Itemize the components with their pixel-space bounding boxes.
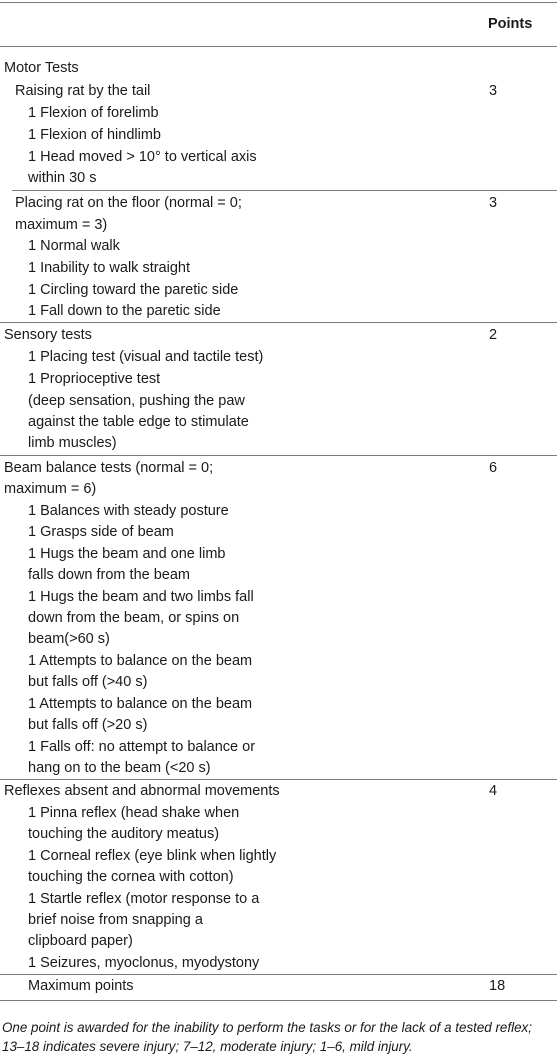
points-reflexes: 4 (489, 783, 498, 799)
top-rule (0, 2, 557, 3)
list-item: 1 Placing test (visual and tactile test) (28, 349, 264, 365)
bottom-rule (0, 1000, 557, 1001)
list-item: 1 Head moved > 10° to vertical axis (28, 149, 257, 165)
list-item-continued: down from the beam, or spins on (28, 610, 240, 626)
section-title-beam-balance-continued: maximum = 6) (4, 481, 97, 497)
section-title-reflexes: Reflexes absent and abnormal movements (4, 783, 280, 799)
list-item-continued: touching the cornea with cotton) (28, 869, 234, 885)
list-item: 1 Circling toward the paretic side (28, 282, 239, 298)
list-item: 1 Hugs the beam and one limb (28, 546, 226, 562)
total-label: Maximum points (28, 978, 134, 994)
list-item-continued: against the table edge to stimulate (28, 414, 249, 430)
section-title-motor-tests: Motor Tests (4, 60, 79, 76)
list-item: 1 Hugs the beam and two limbs fall (28, 589, 254, 605)
total-points: 18 (489, 978, 506, 994)
list-item: 1 Attempts to balance on the beam (28, 653, 253, 669)
subsection-title-placing-rat: Placing rat on the floor (normal = 0; (15, 195, 242, 211)
list-item: 1 Attempts to balance on the beam (28, 696, 253, 712)
list-item-continued: within 30 s (28, 170, 97, 186)
points-sensory-tests: 2 (489, 327, 498, 343)
list-item-continued: beam(>60 s) (28, 631, 110, 647)
list-item: 1 Flexion of hindlimb (28, 127, 161, 143)
section-rule (0, 455, 557, 456)
table-footnote: One point is awarded for the inability to perform the tasks or for the lack of a tested reflex; 13–18 indicates severe injury; 7–12, moderate injury; 1–6, mild injury. (2, 1020, 532, 1054)
list-item: 1 Proprioceptive test (28, 371, 161, 387)
subsection-title-placing-rat-continued: maximum = 3) (15, 217, 108, 233)
points-raising-rat: 3 (489, 83, 498, 99)
subsection-title-raising-rat: Raising rat by the tail (15, 83, 151, 99)
list-item-continued: clipboard paper) (28, 933, 133, 949)
list-item: 1 Normal walk (28, 238, 120, 254)
points-beam-balance: 6 (489, 460, 498, 476)
list-item-continued: brief noise from snapping a (28, 912, 203, 928)
list-item: 1 Startle reflex (motor response to a (28, 891, 260, 907)
points-placing-rat: 3 (489, 195, 498, 211)
list-item: 1 Inability to walk straight (28, 260, 190, 276)
list-item: 1 Pinna reflex (head shake when (28, 805, 240, 821)
list-item: 1 Falls off: no attempt to balance or (28, 739, 256, 755)
section-title-beam-balance: Beam balance tests (normal = 0; (4, 460, 214, 476)
list-item-continued: but falls off (>40 s) (28, 674, 148, 690)
list-item-continued: touching the auditory meatus) (28, 826, 220, 842)
subsection-rule (12, 190, 557, 191)
list-item: 1 Corneal reflex (eye blink when lightly (28, 848, 277, 864)
list-item-continued: falls down from the beam (28, 567, 190, 583)
list-item-continued: limb muscles) (28, 435, 117, 451)
list-item-continued: hang on to the beam (<20 s) (28, 760, 211, 776)
list-item: 1 Flexion of forelimb (28, 105, 159, 121)
list-item-continued: but falls off (>20 s) (28, 717, 148, 733)
list-item: 1 Balances with steady posture (28, 503, 229, 519)
list-item: 1 Seizures, myoclonus, myodystony (28, 955, 260, 971)
list-item: 1 Fall down to the paretic side (28, 303, 221, 319)
list-item-continued: (deep sensation, pushing the paw (28, 393, 245, 409)
section-title-sensory-tests: Sensory tests (4, 327, 92, 343)
section-rule (0, 322, 557, 323)
header-rule (0, 46, 557, 47)
list-item: 1 Grasps side of beam (28, 524, 174, 540)
points-column-header: Points (488, 16, 533, 32)
